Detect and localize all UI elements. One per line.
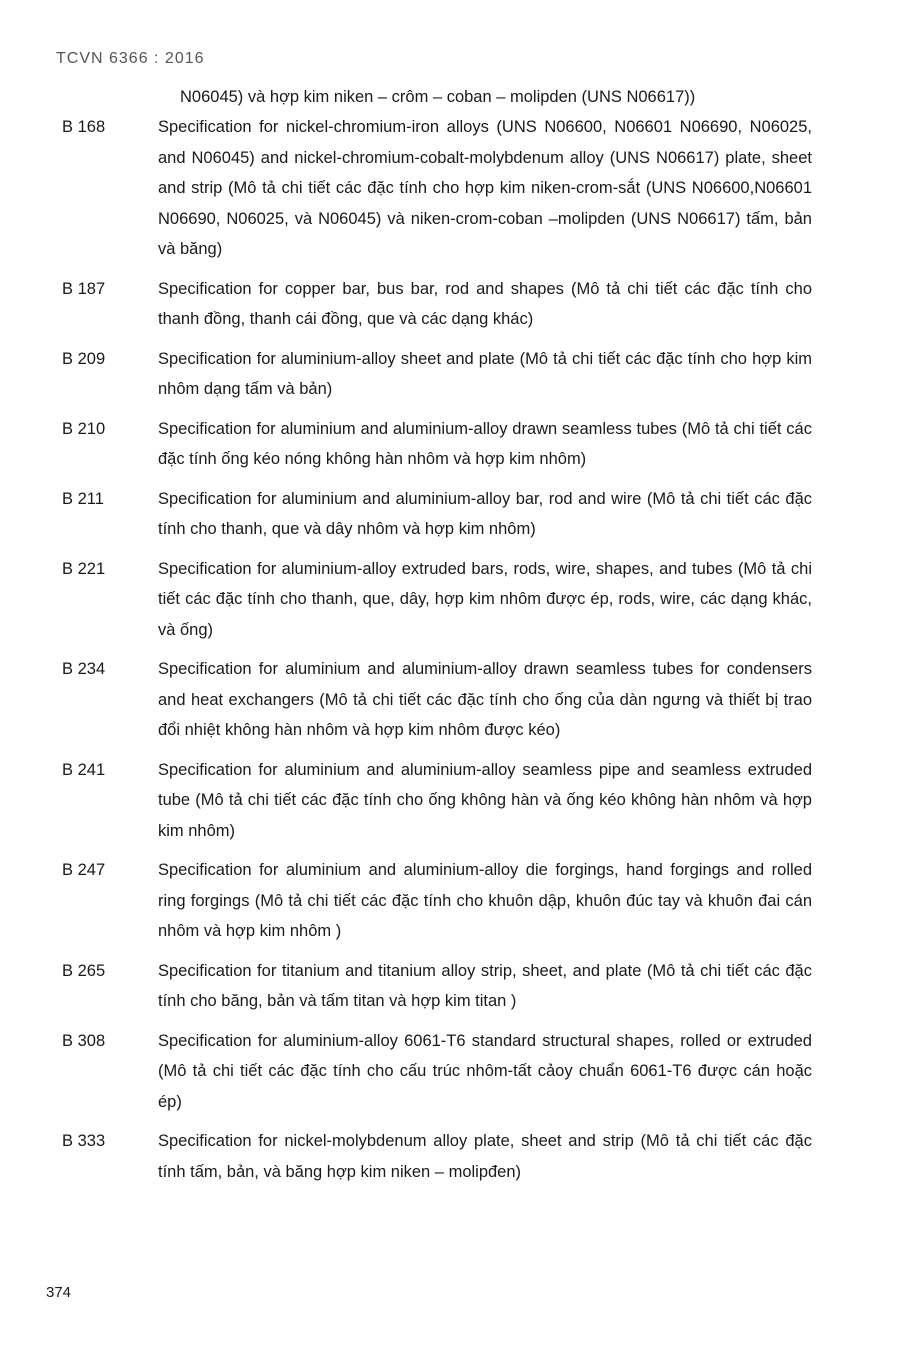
reference-list — [56, 112, 816, 1196]
document-header-code: TCVN 6366 : 2016 — [56, 50, 205, 67]
reference-code: B 210 — [62, 419, 106, 438]
reference-code: B 234 — [62, 660, 106, 678]
reference-description: Specification for titanium and titanium alloy strip, sheet, and plate (Mô tả chi tiết các đặc tính cho băng, bản và tấm titan và hợp kim titan ) — [158, 961, 812, 1010]
reference-entry — [56, 956, 816, 1017]
reference-code: B 221 — [62, 559, 106, 578]
reference-description: Specification for aluminium and aluminium-alloy seamless pipe and seamless extruded tube (Mô tả chi tiết các đặc tính cho ống không hàn và ống kéo không hàn nhôm và hợp kim nhôm) — [158, 760, 812, 840]
reference-description: Specification for nickel-chromium-iron alloys (UNS N06600, N06601 N06690, N06025, and N06045) and nickel-chromium-cobalt-molybdenum alloy (UNS N06617) plate, sheet and strip (Mô tả chi tiết các đặc tính cho hợp kim niken-crom-sắt (UNS N06600,N06601 N06690, N06025, và N06045) và niken-crom-coban –molipden (UNS N06617) tấm, bản và băng) — [158, 118, 812, 258]
reference-entry — [56, 1126, 816, 1187]
reference-entry — [56, 274, 816, 335]
page-number: 374 — [46, 1284, 72, 1301]
reference-entry — [56, 654, 816, 746]
reference-description: Specification for aluminium-alloy extruded bars, rods, wire, shapes, and tubes (Mô tả chi tiết các đặc tính cho thanh, que, dây, hợp kim nhôm được ép, rods, wire, các dạng khác, và ống) — [158, 559, 812, 639]
reference-description: Specification for aluminium-alloy 6061-T6 standard structural shapes, rolled or extruded (Mô tả chi tiết các đặc tính cho cấu trúc nhôm-tất cảoy chuẩn 6061-T6 được cán hoặc ép) — [158, 1031, 812, 1111]
reference-entry — [56, 414, 816, 475]
reference-entry — [56, 112, 816, 265]
reference-code: B 308 — [62, 1031, 106, 1050]
reference-description: Specification for aluminium and aluminium-alloy drawn seamless tubes (Mô tả chi tiết các đặc tính ống kéo nóng không hàn nhôm và hợp kim nhôm) — [158, 419, 812, 468]
reference-code: B 209 — [62, 349, 106, 368]
reference-code: B 187 — [62, 279, 106, 298]
reference-description: Specification for aluminium-alloy sheet and plate (Mô tả chi tiết các đặc tính cho hợp kim nhôm dạng tấm và bản) — [158, 349, 812, 398]
reference-code: B 265 — [62, 961, 106, 980]
reference-entry — [56, 755, 816, 847]
reference-code: B 211 — [62, 489, 104, 508]
reference-description: Specification for aluminium and aluminium-alloy drawn seamless tubes for condensers and heat exchangers (Mô tả chi tiết các đặc tính cho ống của dàn ngưng và thiết bị trao đổi nhiệt không hàn nhôm và hợp kim nhôm được kéo) — [158, 660, 812, 739]
reference-description: Specification for aluminium and aluminium-alloy die forgings, hand forgings and rolled ring forgings (Mô tả chi tiết các đặc tính cho khuôn dập, khuôn đúc tay và khuôn đai cán nhôm và hợp kim nhôm ) — [158, 861, 812, 940]
reference-description: Specification for aluminium and aluminium-alloy bar, rod and wire (Mô tả chi tiết các đặc tính cho thanh, que và dây nhôm và hợp kim nhôm) — [158, 489, 812, 538]
reference-code: B 247 — [62, 861, 106, 879]
reference-entry — [56, 554, 816, 646]
reference-code: B 333 — [62, 1132, 106, 1150]
reference-entry — [56, 484, 816, 545]
continued-text: N06045) và hợp kim niken – crôm – coban – molipden (UNS N06617)) — [180, 88, 696, 106]
reference-description: Specification for nickel-molybdenum alloy plate, sheet and strip (Mô tả chi tiết các đặc tính tấm, bản, và băng hợp kim niken – molipđen) — [158, 1132, 812, 1181]
reference-entry — [56, 344, 816, 405]
reference-code: B 241 — [62, 760, 106, 779]
reference-entry — [56, 1026, 816, 1118]
reference-entry — [56, 855, 816, 947]
reference-description: Specification for copper bar, bus bar, rod and shapes (Mô tả chi tiết các đặc tính cho thanh đồng, thanh cái đồng, que và các dạng khác) — [158, 279, 812, 328]
reference-code: B 168 — [62, 118, 106, 136]
